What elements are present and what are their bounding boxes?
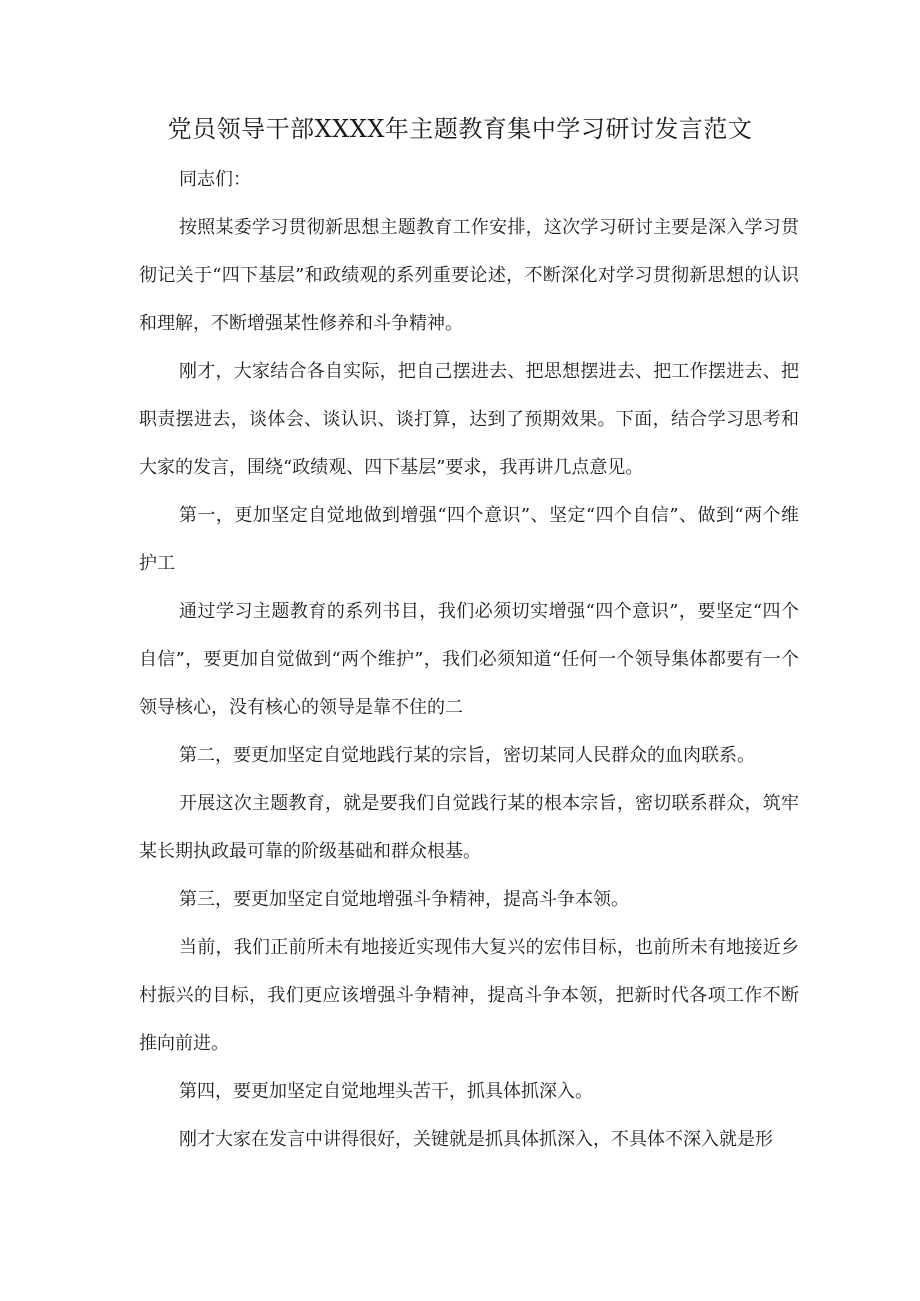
point-three-heading: 第三，要更加坚定自觉地增强斗争精神，提高斗争本领。 [179, 889, 629, 910]
point-one-heading: 第一，更加坚定自觉地做到增强“四个意识”、坚定“四个自信”、做到“两个维护工 [139, 505, 799, 574]
point-one-body: 通过学习主题教育的系列书目，我们必须切实增强“四个意识”，要坚定“四个自信”，要更加自觉做到“两个维护”，我们必须知道“任何一个领导集体都要有一个领导核心，没有核心的领导是靠不住的二 [139, 601, 799, 718]
salutation: 同志们： [179, 169, 251, 190]
point-two-body: 开展这次主题教育，就是要我们自觉践行某的根本宗旨，密切联系群众，筑牢某长期执政最可靠的阶级基础和群众根基。 [139, 793, 799, 862]
paragraph-summary: 刚才，大家结合各自实际，把自己摆进去、把思想摆进去、把工作摆进去、把职责摆进去，谈体会、谈认识、谈打算，达到了预期效果。下面，结合学习思考和大家的发言，围绕“政绩观、四下基层”要求，我再讲几点意见。 [139, 361, 799, 478]
document-body [139, 156, 799, 1164]
document-title: 党员领导干部XXXX年主题教育集中学习研讨发言范文 [167, 115, 753, 143]
point-four-body: 刚才大家在发言中讲得很好，关键就是抓具体抓深入，不具体不深入就是形 [179, 1129, 773, 1150]
point-three-body: 当前，我们正前所未有地接近实现伟大复兴的宏伟目标，也前所未有地接近乡村振兴的目标，我们更应该增强斗争精神，提高斗争本领，把新时代各项工作不断推向前进。 [139, 937, 799, 1054]
paragraph-intro: 按照某委学习贯彻新思想主题教育工作安排，这次学习研讨主要是深入学习贯彻记关于“四下基层”和政绩观的系列重要论述，不断深化对学习贯彻新思想的认识和理解，不断增强某性修养和斗争精神。 [139, 217, 799, 334]
point-four-heading: 第四，要更加坚定自觉地埋头苦干，抓具体抓深入。 [179, 1081, 593, 1102]
point-two-heading: 第二，要更加坚定自觉地践行某的宗旨，密切某同人民群众的血肉联系。 [179, 745, 755, 766]
